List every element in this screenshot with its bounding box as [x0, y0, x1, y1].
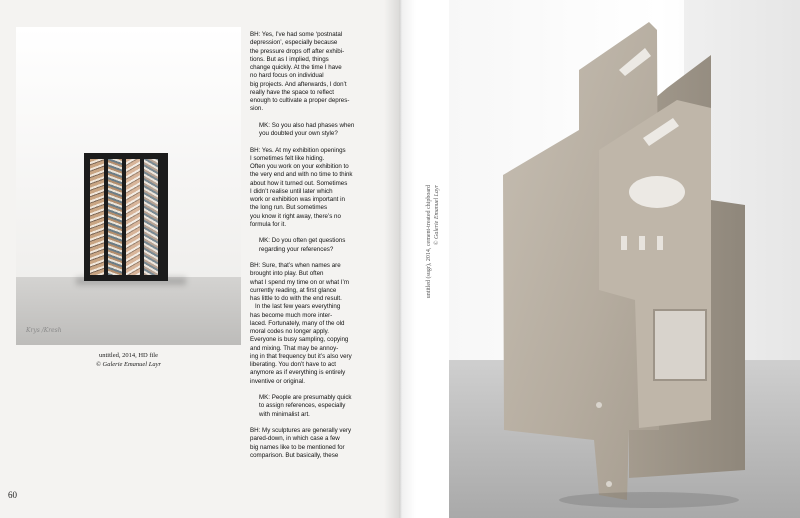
text-line: the very end and with no time to think	[250, 171, 353, 179]
gallery-floor	[16, 277, 241, 345]
text-line: sion.	[250, 105, 264, 113]
text-line: regarding your references?	[259, 245, 334, 253]
caption-title: untitled (sugr), 2014, cement-treated chipboard	[426, 185, 432, 299]
text-line: formula for it.	[250, 220, 287, 228]
text-line: Everyone is busy sampling, copying	[250, 336, 349, 344]
artwork-photo-right	[449, 0, 800, 518]
page-number: 60	[8, 490, 17, 500]
text-line: BH: My sculptures are generally very	[250, 427, 352, 434]
photo-caption-right	[425, 185, 449, 345]
text-line: big names like to be mentioned for	[250, 443, 345, 451]
text-line: what I spend my time on or what I’m	[250, 278, 350, 286]
text-line: the long run. But sometimes	[250, 204, 328, 212]
text-line: depression’, especially because	[250, 39, 338, 47]
interview-answer	[250, 147, 358, 230]
text-line: I didn’t realise until later which	[250, 187, 333, 195]
text-line: MK: People are presumably quick	[259, 394, 352, 401]
text-line: tions. But as I implied, things	[250, 55, 329, 63]
text-line: about how it turned out. Sometimes	[250, 179, 348, 187]
text-line: to assign references, especially	[259, 402, 346, 410]
text-line: comparison. But basically, these	[250, 451, 339, 459]
oval-cutout	[629, 176, 685, 208]
rect-cutout	[654, 310, 706, 380]
small-slot	[639, 236, 645, 250]
text-line: currently reading, at first glance	[250, 286, 337, 294]
interview-answer	[250, 262, 358, 386]
interview-text	[250, 31, 358, 468]
interview-question	[250, 122, 358, 139]
text-line: really have the space to reflect	[250, 88, 334, 96]
text-line: enough to cultivate a proper depres-	[250, 97, 350, 104]
text-line: In the last few years everything	[255, 303, 341, 311]
artwork-stripe	[126, 159, 140, 275]
text-line: change quickly. At the time I have	[250, 64, 342, 71]
text-line: the pressure drops off after exhibi-	[250, 47, 345, 55]
text-line: brought into play. But often	[250, 270, 324, 278]
text-line: BH: Yes. At my exhibition openings	[250, 146, 346, 154]
artwork-stripe	[90, 159, 104, 275]
text-line: pared-down, in which case a few	[250, 435, 340, 443]
interview-question	[250, 237, 358, 254]
photo-signature: Krys /Kresh	[26, 327, 62, 334]
text-line: laced. Fortunately, many of the old	[250, 319, 345, 327]
text-line: Often you work on your exhibition to	[250, 163, 349, 170]
caption-title: untitled, 2014, HD file	[98, 352, 159, 359]
small-slot	[657, 236, 663, 250]
text-line: you doubted your own style?	[259, 130, 338, 137]
text-line: MK: So you also had phases when	[259, 121, 355, 129]
text-line: no hard focus on individual	[250, 72, 324, 80]
text-line: you know it right away, there’s no	[250, 212, 341, 220]
text-line: inventive or original.	[250, 377, 306, 385]
photo-caption-left	[16, 351, 241, 369]
text-line: BH: Yes, I’ve had some ‘postnatal	[250, 31, 343, 38]
text-line: has little to do with the end result.	[250, 295, 342, 302]
drill-hole	[596, 402, 602, 408]
artwork-stripe	[108, 159, 122, 275]
text-line: work or exhibition was important in	[250, 196, 345, 203]
text-line: MK: Do you often get questions	[259, 237, 346, 245]
interview-answer	[250, 31, 358, 114]
drill-hole	[606, 481, 612, 487]
text-line: moral codes no longer apply.	[250, 328, 329, 335]
artwork-stripe	[144, 159, 158, 275]
chipboard-sculpture	[449, 0, 800, 518]
text-line: and mixing. That may be annoy-	[250, 344, 339, 352]
interview-question	[250, 394, 358, 419]
caption-credit: © Galerie Emanuel Layr	[95, 361, 162, 368]
text-line: with minimalist art.	[259, 410, 310, 418]
text-line: has become much more inter-	[250, 311, 333, 319]
small-slot	[621, 236, 627, 250]
text-line: BH: Sure, that’s when names are	[250, 262, 341, 269]
text-line: ing in that frequency but it’s also very	[250, 352, 352, 360]
interview-answer	[250, 427, 358, 460]
caption-credit: © Galerie Emanuel Layr	[434, 185, 440, 246]
text-line: anymore as if everything is entirely	[250, 369, 346, 377]
text-line: I sometimes felt like hiding.	[250, 154, 325, 162]
artwork-photo-left	[16, 27, 241, 345]
text-line: liberating. You don’t have to act	[250, 361, 337, 368]
text-line: big projects. And afterwards, I don’t	[250, 80, 347, 88]
sculpture-shadow	[559, 492, 739, 508]
